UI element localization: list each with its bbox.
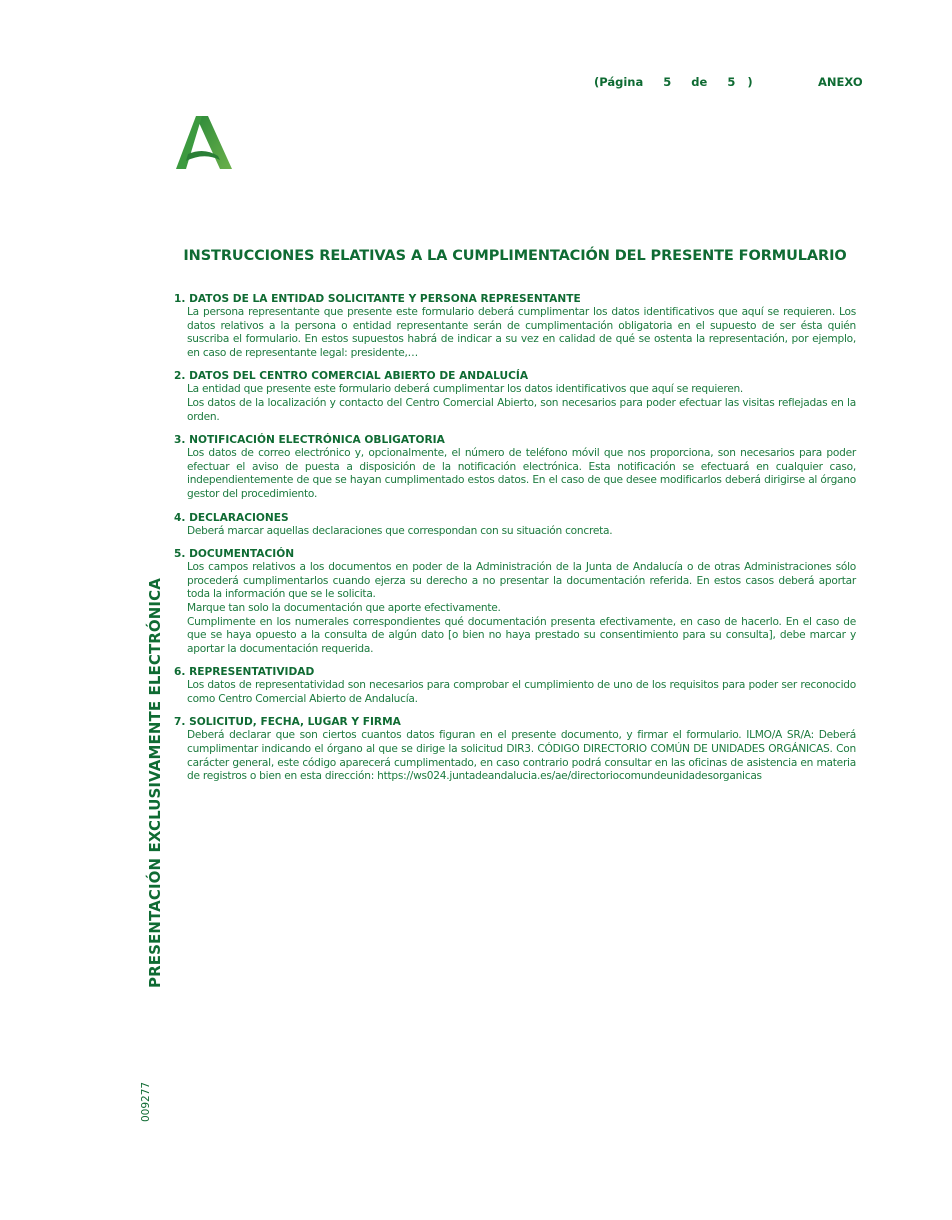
section-heading: 7. SOLICITUD, FECHA, LUGAR Y FIRMA — [174, 716, 401, 729]
section-text: Los datos de correo electrónico y, opcionalmente, el número de teléfono móvil que nos proporciona, son necesarios para poder efectuar el aviso de puesta a disposición de la notificación electrónica. Esta notificación se efectuará en cualquier caso, independientemente de que se hayan cumplimentado estos datos. En el caso de que desee modificarlos deberá dirigirse al órgano gestor del procedimiento. — [187, 447, 856, 500]
section-text: Deberá declarar que son ciertos cuantos datos figuran en el presente documento, y firmar el formulario. ILMO/A SR/A: Deberá cumplimentar indicando el órgano al que se dirige la solicitud DIR3. CÓDIGO DIRECTORIO COMÚN DE UNIDADES ORGÁNICAS. Con carácter general, este código aparecerá cumplimentado, en caso contrario podrá consultar en las oficinas de asistencia en materia de registros o bien en esta dirección: https://ws024.juntadeandalucia.es/ae/directoriocomundeunidadesorganicas — [187, 729, 856, 783]
section-text: Los datos de la localización y contacto del Centro Comercial Abierto, son necesarios para poder efectuar las visitas reflejadas en la orden. — [187, 396, 856, 423]
section-text: Marque tan solo la documentación que aporte efectivamente. — [187, 601, 501, 614]
section-heading: 1. DATOS DE LA ENTIDAD SOLICITANTE Y PERSONA REPRESENTANTE — [174, 293, 581, 305]
junta-andalucia-logo-icon — [174, 114, 234, 170]
page-number: (Página 5 de 5 ) — [594, 75, 753, 89]
section-text: Los campos relativos a los documentos en poder de la Administración de la Junta de Andalucía o de otras Administraciones sólo procederá cumplimentarlos cuando ejerza su derecho a no presentar la documentación referida. En estos casos deberá aportar toda la información que se le solicita. — [187, 561, 856, 601]
page-title: INSTRUCCIONES RELATIVAS A LA CUMPLIMENTACIÓN DEL PRESENTE FORMULARIO — [183, 248, 847, 264]
section-heading: 2. DATOS DEL CENTRO COMERCIAL ABIERTO DE ANDALUCÍA — [174, 370, 529, 383]
section-text: La entidad que presente este formulario deberá cumplimentar los datos identificativos que aquí se requieren. — [187, 383, 744, 396]
side-presentation-label: PRESENTACIÓN EXCLUSIVAMENTE ELECTRÓNICA — [146, 578, 164, 988]
section-heading: 6. REPRESENTATIVIDAD — [174, 666, 315, 679]
section-heading: 4. DECLARACIONES — [174, 511, 289, 524]
section-7 — [174, 715, 856, 783]
section-1 — [174, 292, 856, 360]
section-heading: 5. DOCUMENTACIÓN — [174, 548, 295, 561]
instructions-list — [174, 292, 856, 793]
section-3 — [174, 433, 856, 501]
section-text: La persona representante que presente este formulario deberá cumplimentar los datos identificativos que aquí se requieren. Los datos relativos a la persona o entidad representante serán de cumplimentación obligatoria en el supuesto de ser ésta quién suscriba el formulario. En estos supuestos habrá de indicar a su vez en calidad de qué se ostenta la representación, por ejemplo, en caso de representante legal: presidente,… — [187, 306, 856, 359]
section-2 — [174, 369, 856, 424]
section-text: Cumplimente en los numerales correspondientes qué documentación presenta efectivamente, en caso de hacerlo. En el caso de que se haya opuesto a la consulta de algún dato [o bien no haya prestado su consentimiento para su consulta], debe marcar y aportar la documentación requerida. — [187, 615, 856, 655]
section-6 — [174, 665, 856, 706]
section-text: Deberá marcar aquellas declaraciones que correspondan con su situación concreta. — [187, 524, 613, 537]
form-code: 009277 — [140, 1081, 152, 1122]
anexo-label: ANEXO — [818, 75, 863, 89]
section-5 — [174, 547, 856, 656]
section-4 — [174, 511, 856, 539]
section-heading: 3. NOTIFICACIÓN ELECTRÓNICA OBLIGATORIA — [174, 434, 445, 447]
section-text: Los datos de representatividad son necesarios para comprobar el cumplimiento de uno de los requisitos para poder ser reconocido como Centro Comercial Abierto de Andalucía. — [187, 679, 856, 705]
